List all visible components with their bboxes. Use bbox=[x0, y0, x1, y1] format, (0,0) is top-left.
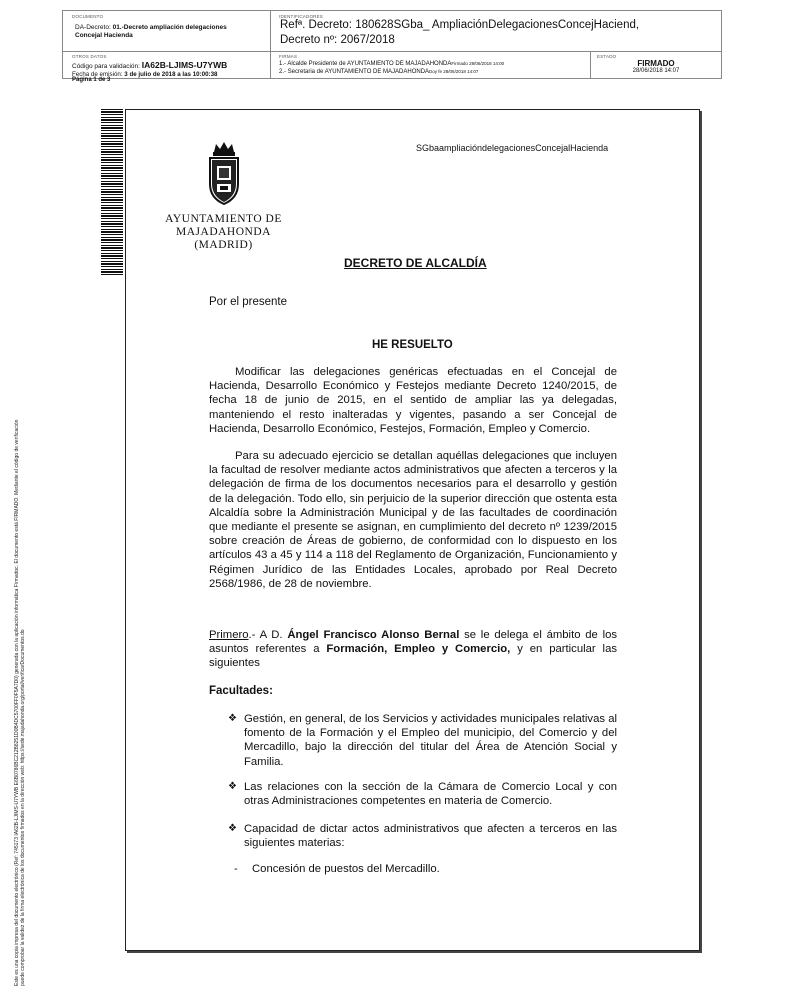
paragraph-1: Modificar las delegaciones genéricas efectuadas en el Concejal de Hacienda, Desarrollo Económico y Festejos mediante Decreto 1240/2015, de fecha 18 de junio de 2015, en el sentido de ampliar las ya delegadas, manteniendo el resto inalteradas y vigentes, pasando a ser Concejal de Hacienda, Desarrollo Económico, Festejos, Formación, Empleo y Comercio. bbox=[209, 366, 617, 435]
bullet-item: Las relaciones con la sección de la Cámara de Comercio Local y con otras Administraciones competentes en materia de Comercio. bbox=[244, 781, 617, 808]
firma-1-text: 1.- Alcalde Presidente de AYUNTAMIENTO DE MAJADAHONDA bbox=[279, 61, 452, 67]
documento-label: DOCUMENTO bbox=[72, 14, 104, 19]
primero-name: Ángel Francisco Alonso Bernal bbox=[287, 629, 460, 641]
bullet-diamond-icon: ❖ bbox=[228, 781, 237, 792]
validation-sidebar-text bbox=[14, 286, 26, 986]
firma-2-text: 2.- Secretaria de AYUNTAMIENTO DE MAJADAHONDA bbox=[279, 69, 430, 75]
documento-name: 01.-Decreto ampliación delegaciones Concejal Hacienda bbox=[75, 24, 227, 39]
barcode bbox=[101, 109, 123, 277]
primero-part-b: se le delega el ámbito de los asuntos referentes a bbox=[209, 629, 618, 656]
paragraph-2: Para su adecuado ejercicio se detallan aquéllas delegaciones que incluyen la facultad de resolver mediante actos administrativos que afecten a terceros y la delegación de firma de los documentos necesarios para el desarrollo y gestión de la delegación. Todo ello, sin perjuicio de la superior dirección que ostenta esta Alcaldía sobre la Administración Municipal y de las facultades de coordinación que mediante el presente se asignan, en cumplimiento del decreto nº 1239/2015 sobre creación de Áreas de gobierno, de conformidad con lo dispuesto en los artículos 43 a 45 y 114 a 118 del Reglamento de Organización, Funcionamiento y Régimen Jurídico de las Entidades Locales, aprobado por Real Decreto 2568/1986, de 28 de noviembre. bbox=[209, 450, 617, 590]
primero-part-a: .- A D. bbox=[248, 629, 288, 641]
sidebar-line-1: Este es una copia impresa del documento electrónico (Ref: 745173 IA62B-LJIMS-U7YWB E6B0786BC212B8251D0B4DC5700FF0F5A7D0) generada con la aplicación informática Firmadoc. El documento está FIRMADO. Mediante el código de verificación bbox=[14, 419, 20, 986]
codigo-value: IA62B-LJIMS-U7YWB bbox=[141, 60, 228, 70]
fecha-value: 3 de julio de 2018 a las 10:00:38 bbox=[124, 71, 218, 78]
estado-label: ESTADO bbox=[597, 54, 617, 59]
pagina-line: Página 1 de 3 bbox=[72, 77, 111, 83]
org-line-3: (MADRID) bbox=[194, 239, 253, 251]
dash-item: Concesión de puestos del Mercadillo. bbox=[252, 863, 440, 875]
facultades-heading: Facultades: bbox=[209, 685, 273, 697]
estado-value: FIRMADO bbox=[637, 59, 675, 68]
bullet-item: Gestión, en general, de los Servicios y actividades municipales relativas al fomento de la Formación y el Empleo del municipio, del Comercio y del Mercadillo, bajo la dirección del titular del Área de Atención Social y Familia. bbox=[244, 713, 617, 768]
page-title: DECRETO DE ALCALDÍA bbox=[344, 256, 487, 270]
doc-ref-code: SGbaampliacióndelegacionesConcejalHacienda bbox=[416, 143, 609, 153]
primero-part-c: y en particular las siguientes bbox=[209, 643, 618, 670]
firma-2 bbox=[279, 68, 478, 76]
resuelto-heading: HE RESUELTO bbox=[372, 339, 453, 351]
bullet-diamond-icon: ❖ bbox=[228, 823, 237, 834]
sidebar-line-2: puede comprobar la validez de la firma electrónica de los documentos firmados en la dirección web: https://sede.majadahonda.org/portal/verificarDocumentos.do bbox=[20, 629, 26, 986]
firmas-label: FIRMAS bbox=[279, 54, 298, 59]
identificadores-label: IDENTIFICADORES bbox=[279, 14, 324, 19]
codigo-line bbox=[72, 61, 227, 71]
primero-areas: Formación, Empleo y Comercio, bbox=[326, 643, 511, 656]
codigo-label: Código para validación: bbox=[72, 63, 142, 70]
org-line-1: AYUNTAMIENTO DE bbox=[165, 213, 282, 225]
bullet-item: Capacidad de dictar actos administrativos que afecten a terceros en las siguientes materias: bbox=[244, 823, 617, 850]
estado-date: 28/06/2018 14:07 bbox=[632, 68, 680, 74]
decreto-line: Decreto nº: 2067/2018 bbox=[280, 34, 395, 46]
org-name bbox=[156, 213, 291, 252]
firma-1 bbox=[279, 60, 504, 68]
firma-2-date: Doy fe 28/06/2018 14:07 bbox=[429, 69, 479, 74]
firma-1-date: Firmado 28/06/2018 14:00 bbox=[451, 61, 505, 66]
otros-label: OTROS DATOS bbox=[72, 54, 107, 59]
documento-text bbox=[75, 24, 255, 40]
header-otros-cell bbox=[63, 52, 271, 83]
header-identificadores-cell bbox=[271, 11, 721, 52]
coat-of-arms-icon bbox=[206, 140, 242, 210]
document-page bbox=[125, 109, 700, 951]
dash-marker: - bbox=[234, 863, 238, 875]
documento-prefix: DA-Decreto: bbox=[75, 24, 113, 31]
primero-paragraph bbox=[209, 628, 617, 671]
document-header bbox=[62, 10, 722, 83]
header-firmas-cell bbox=[271, 52, 591, 78]
bullet-diamond-icon: ❖ bbox=[228, 713, 237, 724]
header-documento-cell bbox=[63, 11, 271, 52]
ref-line: Refª. Decreto: 180628SGba_ AmpliaciónDelegacionesConcejHaciend, bbox=[280, 19, 640, 31]
fecha-label: Fecha de emisión: bbox=[72, 71, 125, 78]
intro-text: Por el presente bbox=[209, 296, 287, 308]
primero-label: Primero bbox=[209, 629, 249, 641]
org-line-2: MAJADAHONDA bbox=[176, 226, 271, 238]
header-estado-cell bbox=[591, 52, 721, 78]
